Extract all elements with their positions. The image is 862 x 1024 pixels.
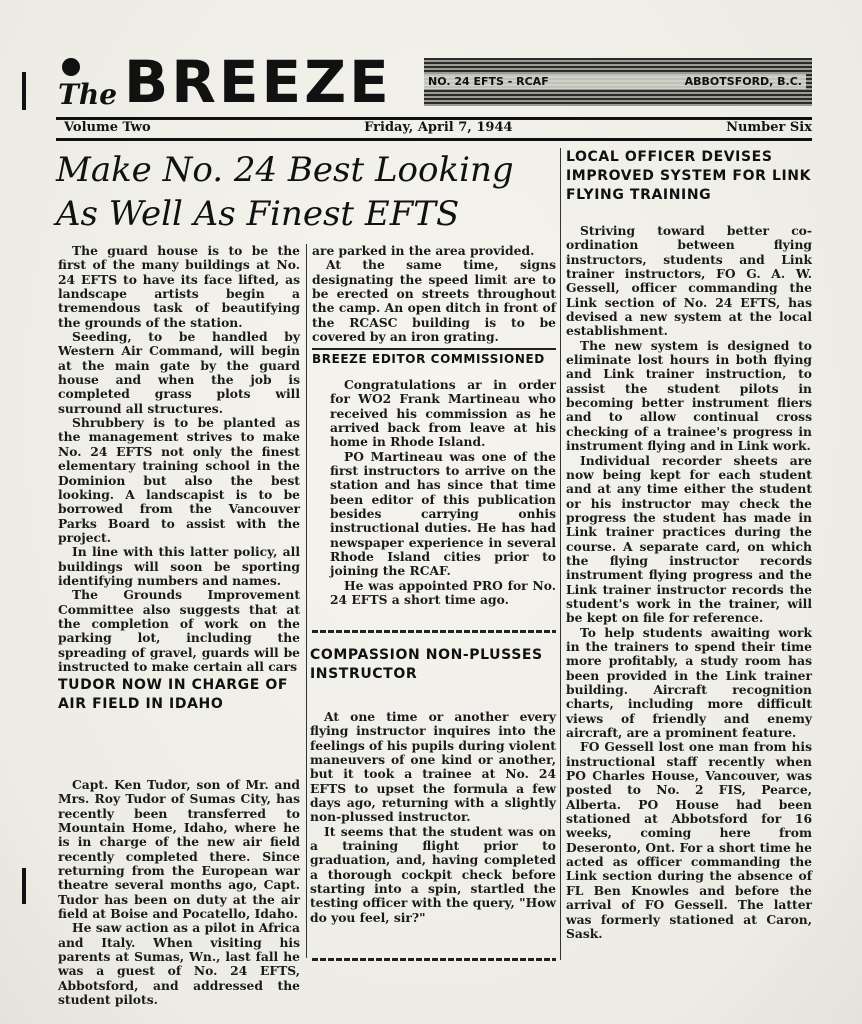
masthead-the: The [58,78,118,111]
masthead-location: ABBOTSFORD, B.C. [684,75,802,88]
main-story-col1 [58,244,300,674]
article-paragraph: Congratulations ar in order for WO2 Frank Martineau who received his commission as he arrived back from leave at his home in Rhode Island. [330,377,556,450]
article-paragraph: He was appointed PRO for No. 24 EFTS a short time ago. [330,577,556,608]
article-paragraph: PO Martineau was one of the first instructors to arrive on the station and has since that time been editor of this publication besides carrying onhis instructional duties. He has had newspaper experience in several Rhode Island cities prior to joining the RCAF. [330,448,556,579]
article-paragraph: He saw action as a pilot in Africa and Italy. When visiting his parents at Sumas, Wn., last fall he was a guest of No. 24 EFTS, Abbotsford, and addressed the student pilots. [58,920,300,1008]
compassion-story [310,710,556,925]
issue-date: Friday, April 7, 1944 [364,120,513,135]
compassion-headline: COMPASSION NON-PLUSSES INSTRUCTOR [310,647,543,682]
masthead-band [424,58,812,106]
local-officer-headline: LOCAL OFFICER DEVISES IMPROVED SYSTEM FOR LINK FLYING TRAINING [566,149,812,203]
article-paragraph: Striving toward better co-ordination between flying instructors, students and Link trainer instructors, FO G. A. W. Gessell, officer commanding the Link section of No. 24 EFTS, has devised a new system at the local establishment. [566,223,812,339]
masthead [56,48,812,116]
article-paragraph: Individual recorder sheets are now being kept for each student and at any time either the student or his instructor may check the progress the student has made in Link trainer practices during the course. A separate card, on which the flying instructor records instrument flying progress and the Link trainer instructor records the student's work in the trainer, will be kept on file for reference. [566,452,812,626]
compassion-rule [312,630,556,633]
article-paragraph: The Grounds Improvement Committee also suggests that at the completion of work on the parking lot, including the spreading of gravel, guards will be instructed to make certain all cars [58,587,300,674]
column2-end-rule [312,958,556,961]
article-paragraph: Seeding, to be handled by Western Air Command, will begin at the main gate by the guard house and when the job is completed grass plots will surround all structures. [58,329,300,416]
article-paragraph: are parked in the area provided. [312,243,535,258]
article-paragraph: The guard house is to be the first of the many buildings at No. 24 EFTS to have its face lifted, as landscape artists begin a tremendous task of beautifying the grounds of the station. [58,243,300,330]
tudor-story [58,778,300,1008]
tudor-headline: TUDOR NOW IN CHARGE OF AIR FIELD IN IDAHO [58,677,289,712]
masthead-rule-bottom [56,138,812,141]
article-paragraph: FO Gessell lost one man from his instructional staff recently when PO Charles House, Vancouver, was posted to No. 2 FIS, Pearce, Alberta. PO House had been stationed at Abbotsford for 16 weeks, coming here from Deseronto, Ont. For a short time he acted as officer commanding the Link section during the absence of FL Ben Knowles and before the arrival of FO Gessell. The latter was formerly stationed at Caron, Sask. [566,739,812,941]
article-paragraph: At the same time, signs designating the speed limit are to be erected on streets throughout the camp. An open ditch in front of the RCASC building is to be covered by an iron grating. [312,257,556,345]
article-paragraph: The new system is designed to eliminate lost hours in both flying and Link trainer instruction, to assist the student pilots in becoming better instrument fliers and to allow continual cross checking of a trainee's progress in instrument flying and in Link work. [566,337,812,454]
margin-mark-bottom [22,868,26,904]
margin-mark-top [22,72,26,110]
masthead-title: BREEZE [124,48,392,116]
issue-number: Number Six [726,120,812,135]
article-paragraph: Capt. Ken Tudor, son of Mr. and Mrs. Roy Tudor of Sumas City, has recently been transferred to Mountain Home, Idaho, where he is in charge of the new air field recently completed there. Since returning from the European war theatre several months ago, Capt. Tudor has been on duty at the air field at Boise and Pocatello, Idaho. [58,777,300,922]
main-headline-line1: Make No. 24 Best Looking [56,150,514,190]
column-divider-1 [306,244,307,958]
dateline [64,120,812,135]
editor-rule [312,348,556,350]
masthead-dot [62,58,80,76]
main-headline [56,148,556,236]
article-paragraph: To help students awaiting work in the trainers to spend their time more profitably, a study room has been provided in the Link trainer building. Aircraft recognition charts, including more difficult views of friendly and enemy aircraft, are a prominent feature. [566,624,812,741]
article-paragraph: It seems that the student was on a training flight prior to graduation, and, having completed a thorough cockpit check before starting into a spin, startled the testing officer with the query, "How do you feel, sir?" [310,823,556,925]
local-officer-story [566,224,812,941]
editor-story [330,378,556,608]
main-headline-line2: As Well As Finest EFTS [56,194,460,234]
article-paragraph: At one time or another every flying instructor inquires into the feelings of his pupils during violent maneuvers of one kind or another, but it took a trainee at No. 24 EFTS to upset the formula a few days ago, returning with a slightly non-plussed instructor. [310,709,556,825]
volume-label: Volume Two [64,120,151,135]
editor-headline: BREEZE EDITOR COMMISSIONED [312,352,545,366]
column-divider-2 [560,148,561,960]
main-story-col2 [312,244,556,344]
article-paragraph: In line with this latter policy, all buildings will soon be sporting identifying numbers and names. [58,544,300,588]
masthead-unit: NO. 24 EFTS - RCAF [428,75,549,88]
article-paragraph: Shrubbery is to be planted as the management strives to make No. 24 EFTS not only the finest elementary training school in the Dominion but also the best looking. A landscapist is to be borrowed from the Vancouver Parks Board to assist with the project. [58,415,300,545]
